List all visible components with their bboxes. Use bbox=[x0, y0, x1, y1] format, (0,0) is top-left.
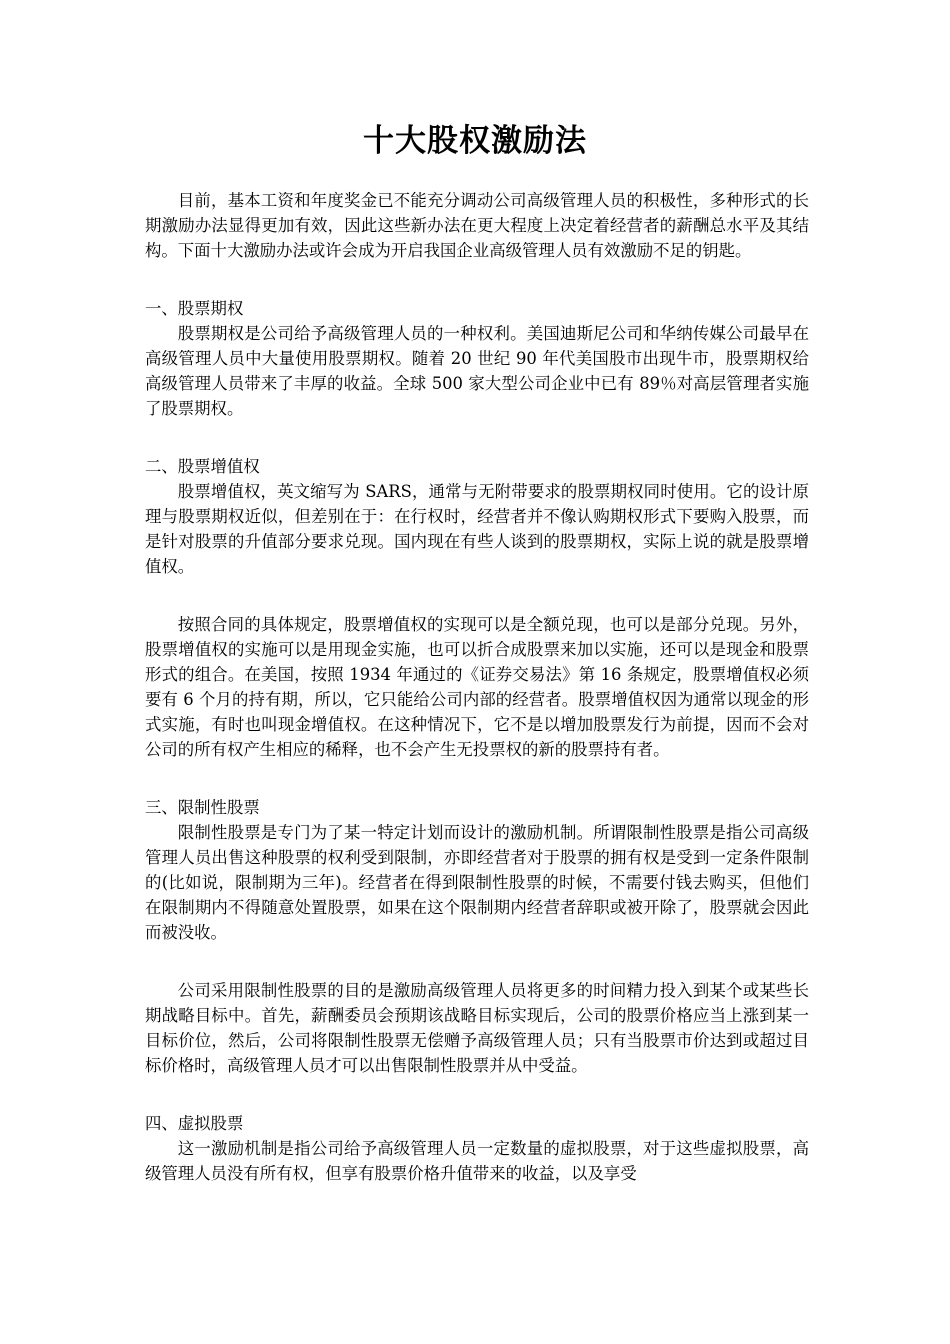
section-2-paragraph-2: 按照合同的具体规定，股票增值权的实现可以是全额兑现，也可以是部分兑现。另外，股票增值权的实施可以是用现金实施，也可以折合成股票来加以实施，还可以是现金和股票形式的组合。在美国，按照 1934 年通过的《证券交易法》第 16 条规定，股票增值权必须要有 6 个月的持有期，所以，它只能给公司内部的经营者。股票增值权因为通常以现金的形式实施，有时也叫现金增值权。在这种情况下，它不是以增加股票发行为前提，因而不会对公司的所有权产生相应的稀释，也不会产生无投票权的新的股票持有者。 bbox=[145, 615, 809, 759]
section-heading-1: 一、股票期权 bbox=[145, 299, 244, 318]
spacer bbox=[145, 787, 809, 795]
spacer bbox=[145, 421, 809, 446]
spacer bbox=[145, 579, 809, 604]
section-4-paragraph-1: 这一激励机制是指公司给予高级管理人员一定数量的虚拟股票，对于这些虚拟股票，高级管理人员没有所有权，但享有股票价格升值带来的收益，以及享受 bbox=[145, 1139, 809, 1183]
spacer bbox=[145, 263, 809, 288]
section-heading-2: 二、股票增值权 bbox=[145, 457, 260, 476]
section-3-paragraph-2: 公司采用限制性股票的目的是激励高级管理人员将更多的时间精力投入到某个或某些长期战略目标中。首先，薪酬委员会预期该战略目标实现后，公司的股票价格应当上涨到某一目标价位，然后，公司将限制性股票无偿赠予高级管理人员；只有当股票市价达到或超过目标价格时，高级管理人员才可以出售限制性股票并从中受益。 bbox=[145, 981, 809, 1075]
section-1-paragraph-1: 股票期权是公司给予高级管理人员的一种权利。美国迪斯尼公司和华纳传媒公司最早在高级管理人员中大量使用股票期权。随着 20 世纪 90 年代美国股市出现牛市，股票期权给高级管理人员带来了丰厚的收益。全球 500 家大型公司企业中已有 89％对高层管理者实施了股票期权。 bbox=[145, 324, 809, 418]
section-2-paragraph-1: 股票增值权，英文缩写为 SARS，通常与无附带要求的股票期权同时使用。它的设计原理与股票期权近似，但差别在于：在行权时，经营者并不像认购期权形式下要购入股票，而是针对股票的升值部分要求兑现。国内现在有些人谈到的股票期权，实际上说的就是股票增值权。 bbox=[145, 482, 809, 576]
spacer bbox=[145, 288, 809, 296]
spacer bbox=[145, 1078, 809, 1103]
spacer bbox=[145, 762, 809, 787]
spacer bbox=[145, 970, 809, 978]
spacer bbox=[145, 1103, 809, 1111]
section-heading-4: 四、虚拟股票 bbox=[145, 1114, 244, 1133]
spacer bbox=[145, 945, 809, 970]
section-heading-3: 三、限制性股票 bbox=[145, 798, 260, 817]
intro-paragraph: 目前，基本工资和年度奖金已不能充分调动公司高级管理人员的积极性，多种形式的长期激励办法显得更加有效，因此这些新办法在更大程度上决定着经营者的薪酬总水平及其结构。下面十大激励办法或许会成为开启我国企业高级管理人员有效激励不足的钥匙。 bbox=[145, 191, 809, 260]
spacer bbox=[145, 604, 809, 612]
spacer bbox=[145, 446, 809, 454]
section-3-paragraph-1: 限制性股票是专门为了某一特定计划而设计的激励机制。所谓限制性股票是指公司高级管理人员出售这种股票的权利受到限制，亦即经营者对于股票的拥有权是受到一定条件限制的(比如说，限制期为三年)。经营者在得到限制性股票的时候，不需要付钱去购买，但他们在限制期内不得随意处置股票，如果在这个限制期内经营者辞职或被开除了，股票就会因此而被没收。 bbox=[145, 823, 809, 942]
document-body bbox=[145, 188, 809, 1186]
document-title: 十大股权激励法 bbox=[363, 123, 587, 159]
